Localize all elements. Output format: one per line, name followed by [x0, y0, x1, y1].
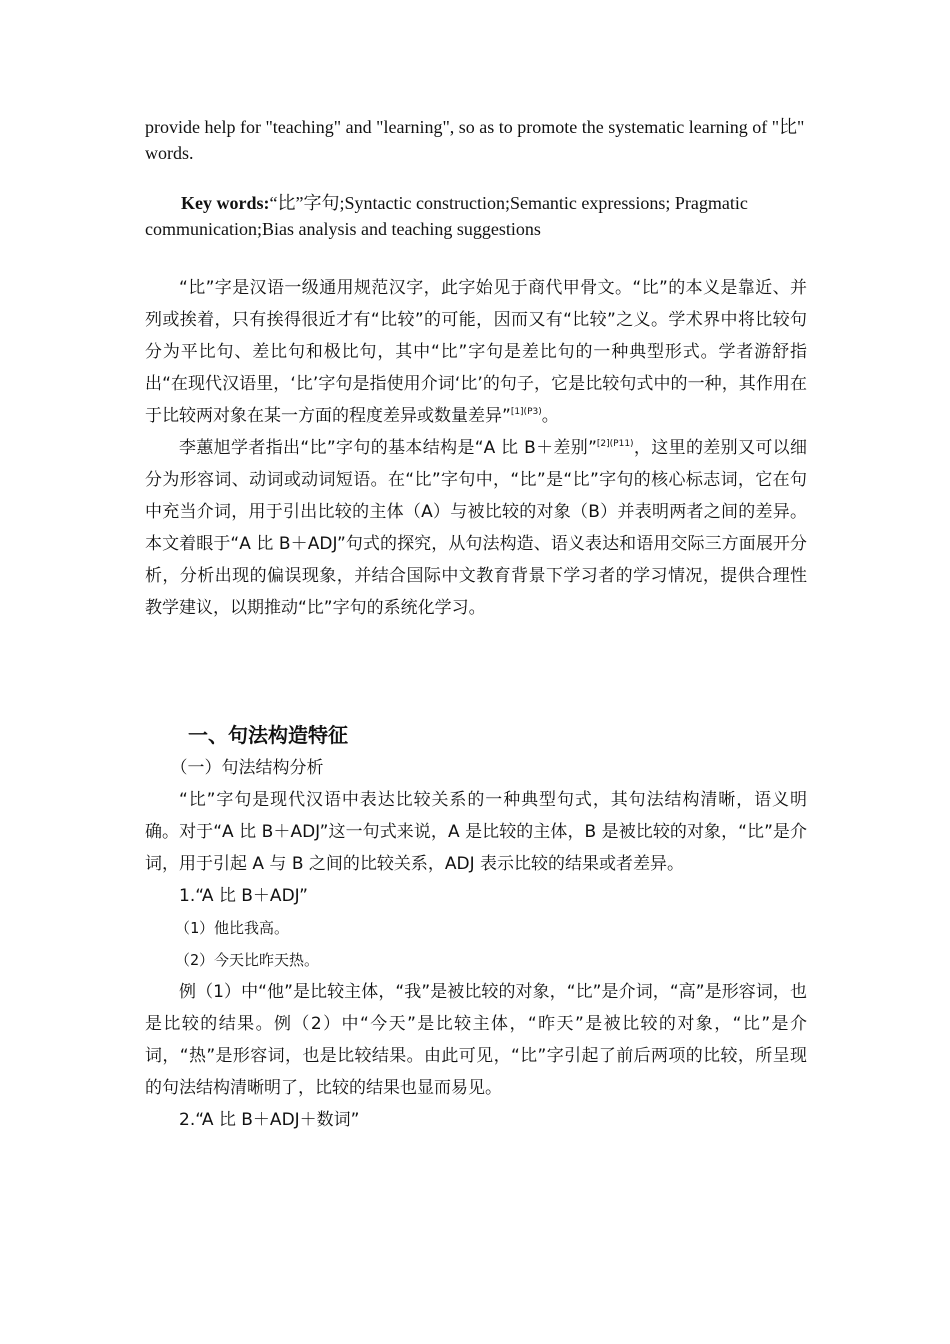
citation-2: [2](P11) — [596, 439, 634, 449]
intro-paragraph-2 — [145, 432, 807, 624]
example-1: （1）他比我高。 — [175, 919, 290, 937]
section1-body — [145, 752, 807, 1136]
section-heading: 一、句法构造特征 — [188, 723, 348, 747]
intro-paragraph-1 — [145, 272, 807, 432]
section1-paragraph: “比”字句是现代汉语中表达比较关系的一种典型句式，其句法结构清晰，语义明确。对于“A 比 B＋ADJ”这一句式来说，A 是比较的主体，B 是被比较的对象，“比”是介词，用于引起 A 与 B 之间的比较关系，ADJ 表示比较的结果或者差异。 — [145, 790, 807, 874]
intro-paragraph-2-text-a: 李蕙旭学者指出“比”字句的基本结构是“A 比 B＋差别” — [179, 438, 597, 458]
pattern-1: 1.“A 比 B＋ADJ” — [179, 886, 308, 906]
intro-paragraph-2-text-b: ，这里的差别又可以细分为形容词、动词或动词短语。在“比”字句中，“比”是“比”字句的核心标志词，它在句中充当介词，用于引出比较的主体（A）与被比较的对象（B）并表明两者之间的差异。本文着眼于“A 比 B＋ADJ”句式的探究，从句法构造、语义表达和语用交际三方面展开分析，分析出现的偏误现象，并结合国际中文教育背景下学习者的学习情况，提供合理性教学建议，以期推动“比”字句的系统化学习。 — [145, 438, 808, 618]
example-2: （2）今天比昨天热。 — [175, 951, 320, 969]
analysis-paragraph: 例（1）中“他”是比较主体，“我”是被比较的对象，“比”是介词，“高”是形容词，也是比较的结果。例（2）中“今天”是比较主体，“昨天”是被比较的对象，“比”是介词，“热”是形容词，也是比较结果。由此可见，“比”字引起了前后两项的比较，所呈现的句法结构清晰明了，比较的结果也显而易见。 — [145, 982, 807, 1098]
keywords-label: Key words: — [181, 193, 270, 213]
intro-paragraph-1-text: “比”字是汉语一级通用规范汉字，此字始见于商代甲骨文。“比”的本义是靠近、并列或挨着，只有挨得很近才有“比较”的可能，因而又有“比较”之义。学术界中将比较句分为平比句、差比句和极比句，其中“比”字句是差比句的一种典型形式。学者游舒指出“在现代汉语里，‘比’字句是指使用介词‘比’的句子，它是比较句式中的一种，其作用在于比较两对象在某一方面的程度差异或数量差异” — [145, 278, 807, 426]
keywords-block — [145, 190, 810, 242]
keywords-text: “比”字句;Syntactic construction;Semantic expressions; Pragmatic communication;Bias analysis and teaching suggestions — [145, 193, 748, 239]
intro-paragraphs — [145, 272, 807, 624]
abstract-tail — [145, 114, 810, 166]
intro-paragraph-1-end: 。 — [541, 406, 559, 426]
abstract-tail-text: provide help for "teaching" and "learning", so as to promote the systematic learning of "比" words. — [145, 117, 805, 163]
subsection-heading: （一）句法结构分析 — [170, 758, 324, 778]
pattern-2: 2.“A 比 B＋ADJ＋数词” — [179, 1110, 360, 1130]
citation-1: [1](P3) — [510, 407, 542, 417]
